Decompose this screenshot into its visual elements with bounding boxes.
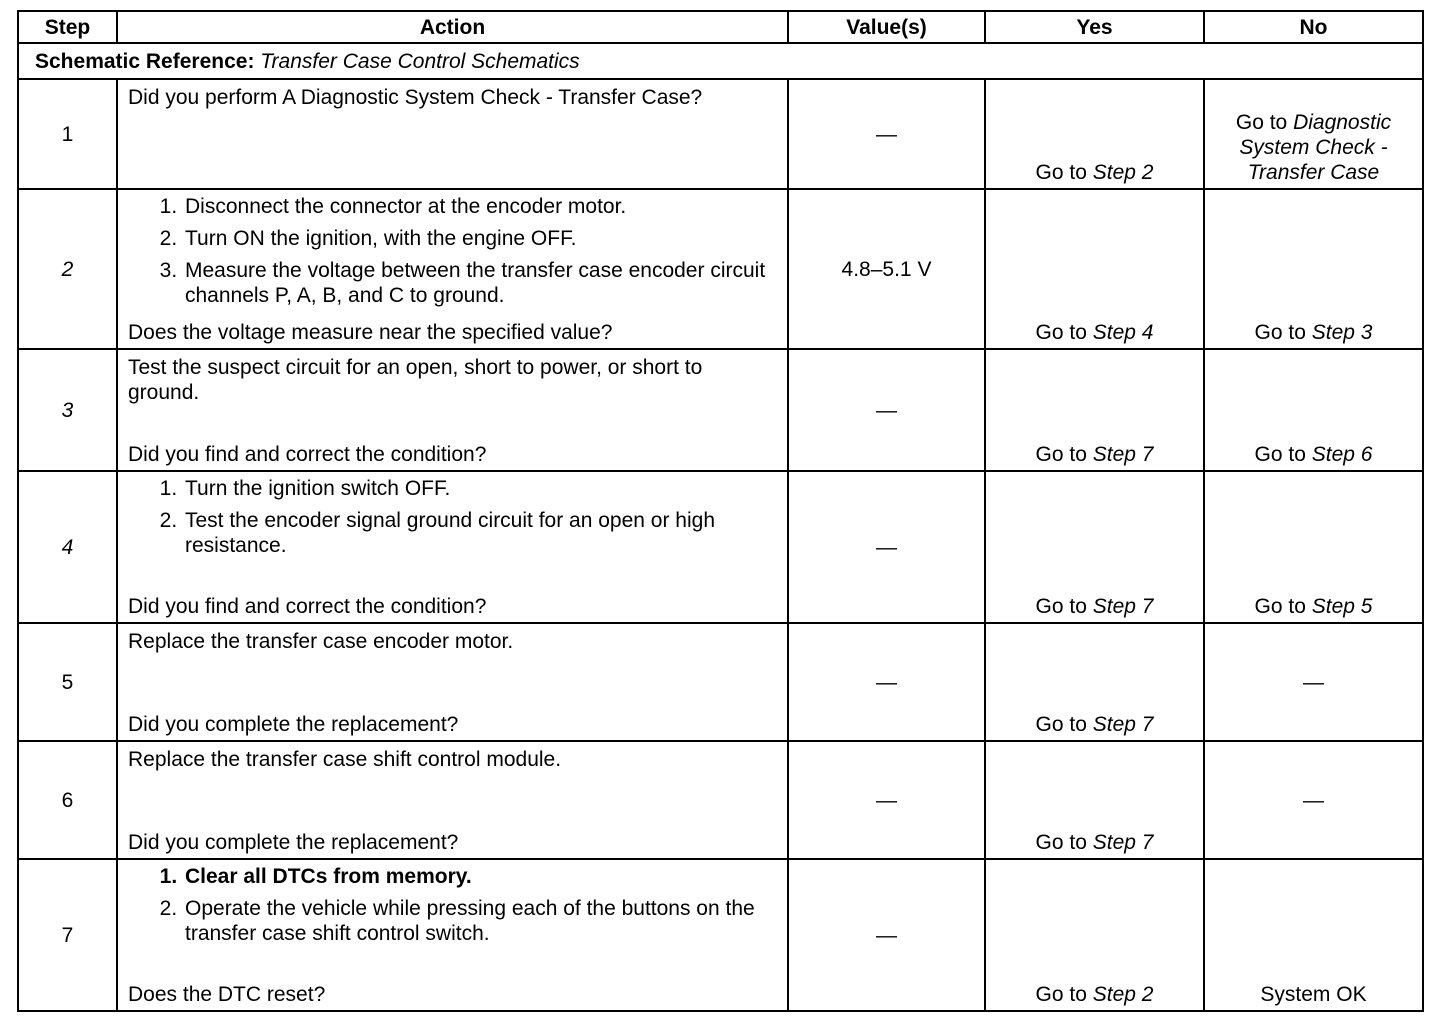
no-dash: — [1303, 788, 1324, 812]
no-step-ref[interactable]: Step 5 [1311, 595, 1373, 618]
yes-link[interactable] [986, 160, 1203, 185]
action-steps-list [128, 194, 777, 308]
action-cell [117, 623, 788, 741]
yes-step-ref[interactable]: Step 7 [1092, 713, 1154, 736]
no-result: System OK [1260, 983, 1367, 1006]
yes-step-ref[interactable]: Step 2 [1092, 983, 1154, 1006]
no-cell [1204, 79, 1423, 189]
no-ref-line-3[interactable]: Transfer Case [1247, 161, 1380, 184]
step-number: 7 [18, 859, 117, 1011]
yes-link[interactable] [986, 594, 1203, 619]
yes-prefix: Go to [1035, 443, 1093, 466]
header-no: No [1204, 11, 1423, 43]
value-dash: — [876, 670, 897, 694]
no-prefix: Go to [1254, 443, 1312, 466]
value-dash: — [876, 788, 897, 812]
yes-prefix: Go to [1035, 831, 1093, 854]
table-row [18, 623, 1423, 741]
yes-cell [985, 189, 1204, 349]
value-cell [788, 741, 985, 859]
action-question: Does the DTC reset? [128, 983, 326, 1006]
yes-cell [985, 623, 1204, 741]
no-cell [1204, 623, 1423, 741]
action-cell [117, 349, 788, 471]
no-ref-line-2[interactable]: System Check - [1239, 136, 1388, 159]
action-question: Does the voltage measure near the specified value? [128, 321, 613, 344]
value-cell [788, 79, 985, 189]
header-step: Step [18, 11, 117, 43]
yes-prefix: Go to [1035, 713, 1093, 736]
action-steps-list [128, 476, 777, 558]
yes-cell [985, 471, 1204, 623]
action-text: Test the suspect circuit for an open, short to power, or short to ground. [128, 356, 703, 404]
no-step-ref[interactable]: Step 6 [1311, 443, 1373, 466]
no-cell [1204, 859, 1423, 1011]
action-text: Replace the transfer case encoder motor. [128, 630, 514, 653]
header-yes: Yes [985, 11, 1204, 43]
yes-step-ref[interactable]: Step 7 [1092, 831, 1154, 854]
yes-link[interactable] [986, 712, 1203, 737]
action-question: Did you find and correct the condition? [128, 595, 487, 618]
yes-link[interactable] [986, 320, 1203, 345]
no-ref-line-1[interactable]: Diagnostic [1293, 111, 1392, 134]
action-step-item: 1. Turn the ignition switch OFF. [183, 476, 777, 501]
yes-step-ref[interactable]: Step 2 [1092, 161, 1154, 184]
action-question: Did you complete the replacement? [128, 831, 459, 854]
no-cell [1204, 741, 1423, 859]
value-dash: — [876, 923, 897, 947]
table-row [18, 349, 1423, 471]
action-cell [117, 859, 788, 1011]
value-cell [788, 349, 985, 471]
schematic-reference [18, 43, 1423, 79]
no-cell [1204, 189, 1423, 349]
table-row [18, 741, 1423, 859]
step-number: 5 [18, 623, 117, 741]
no-cell [1204, 349, 1423, 471]
diagnostic-table [17, 10, 1424, 1012]
no-prefix: Go to [1254, 321, 1312, 344]
value-cell [788, 623, 985, 741]
action-cell [117, 79, 788, 189]
action-step-item: 2. Operate the vehicle while pressing each of the buttons on the transfer case shift control switch. [183, 896, 777, 946]
header-action: Action [117, 11, 788, 43]
yes-prefix: Go to [1035, 595, 1093, 618]
yes-step-ref[interactable]: Step 4 [1092, 321, 1154, 344]
action-text: Did you perform A Diagnostic System Check - Transfer Case? [128, 86, 703, 109]
yes-cell [985, 349, 1204, 471]
yes-cell [985, 741, 1204, 859]
no-dash: — [1303, 670, 1324, 694]
yes-cell [985, 859, 1204, 1011]
action-cell [117, 741, 788, 859]
yes-prefix: Go to [1035, 161, 1093, 184]
value-dash: — [876, 535, 897, 559]
schematic-reference-label: Schematic Reference: [35, 49, 255, 73]
action-step-item: 1. Clear all DTCs from memory. [183, 864, 777, 889]
action-step-item: 2. Test the encoder signal ground circuit for an open or high resistance. [183, 508, 777, 558]
header-values: Value(s) [788, 11, 985, 43]
action-cell [117, 471, 788, 623]
yes-link[interactable] [986, 982, 1203, 1007]
schematic-reference-link[interactable]: Transfer Case Control Schematics [260, 49, 580, 73]
yes-link[interactable] [986, 442, 1203, 467]
yes-link[interactable] [986, 830, 1203, 855]
no-link[interactable] [1205, 110, 1422, 185]
table-row [18, 189, 1423, 349]
value-cell [788, 471, 985, 623]
table-row [18, 79, 1423, 189]
step-number: 4 [18, 471, 117, 623]
action-text: Replace the transfer case shift control module. [128, 748, 562, 771]
no-prefix: Go to [1235, 111, 1294, 134]
no-cell [1204, 471, 1423, 623]
no-link[interactable] [1205, 442, 1422, 467]
value-cell [788, 189, 985, 349]
step-number: 3 [18, 349, 117, 471]
action-steps-list [128, 864, 777, 946]
step-number: 1 [18, 79, 117, 189]
yes-cell [985, 79, 1204, 189]
schematic-reference-row [18, 43, 1423, 79]
no-link[interactable] [1205, 320, 1422, 345]
action-cell [117, 189, 788, 349]
step-number: 2 [18, 189, 117, 349]
yes-step-ref[interactable]: Step 7 [1092, 443, 1154, 466]
no-prefix: Go to [1254, 595, 1312, 618]
action-step-item: 1. Disconnect the connector at the encoder motor. [183, 194, 777, 219]
table-row [18, 471, 1423, 623]
yes-step-ref[interactable]: Step 7 [1092, 595, 1154, 618]
action-question: Did you complete the replacement? [128, 713, 459, 736]
header-row [18, 11, 1423, 43]
no-link[interactable] [1205, 594, 1422, 619]
value-cell [788, 859, 985, 1011]
yes-prefix: Go to [1035, 983, 1093, 1006]
action-step-item: 3. Measure the voltage between the transfer case encoder circuit channels P, A, B, and C to ground. [183, 258, 777, 308]
value-text: 4.8–5.1 V [841, 257, 932, 281]
step-number: 6 [18, 741, 117, 859]
no-step-ref[interactable]: Step 3 [1311, 321, 1373, 344]
value-dash: — [876, 398, 897, 422]
yes-prefix: Go to [1035, 321, 1093, 344]
action-step-item: 2. Turn ON the ignition, with the engine OFF. [183, 226, 777, 251]
table-row [18, 859, 1423, 1011]
action-question: Did you find and correct the condition? [128, 443, 487, 466]
value-dash: — [876, 122, 897, 146]
